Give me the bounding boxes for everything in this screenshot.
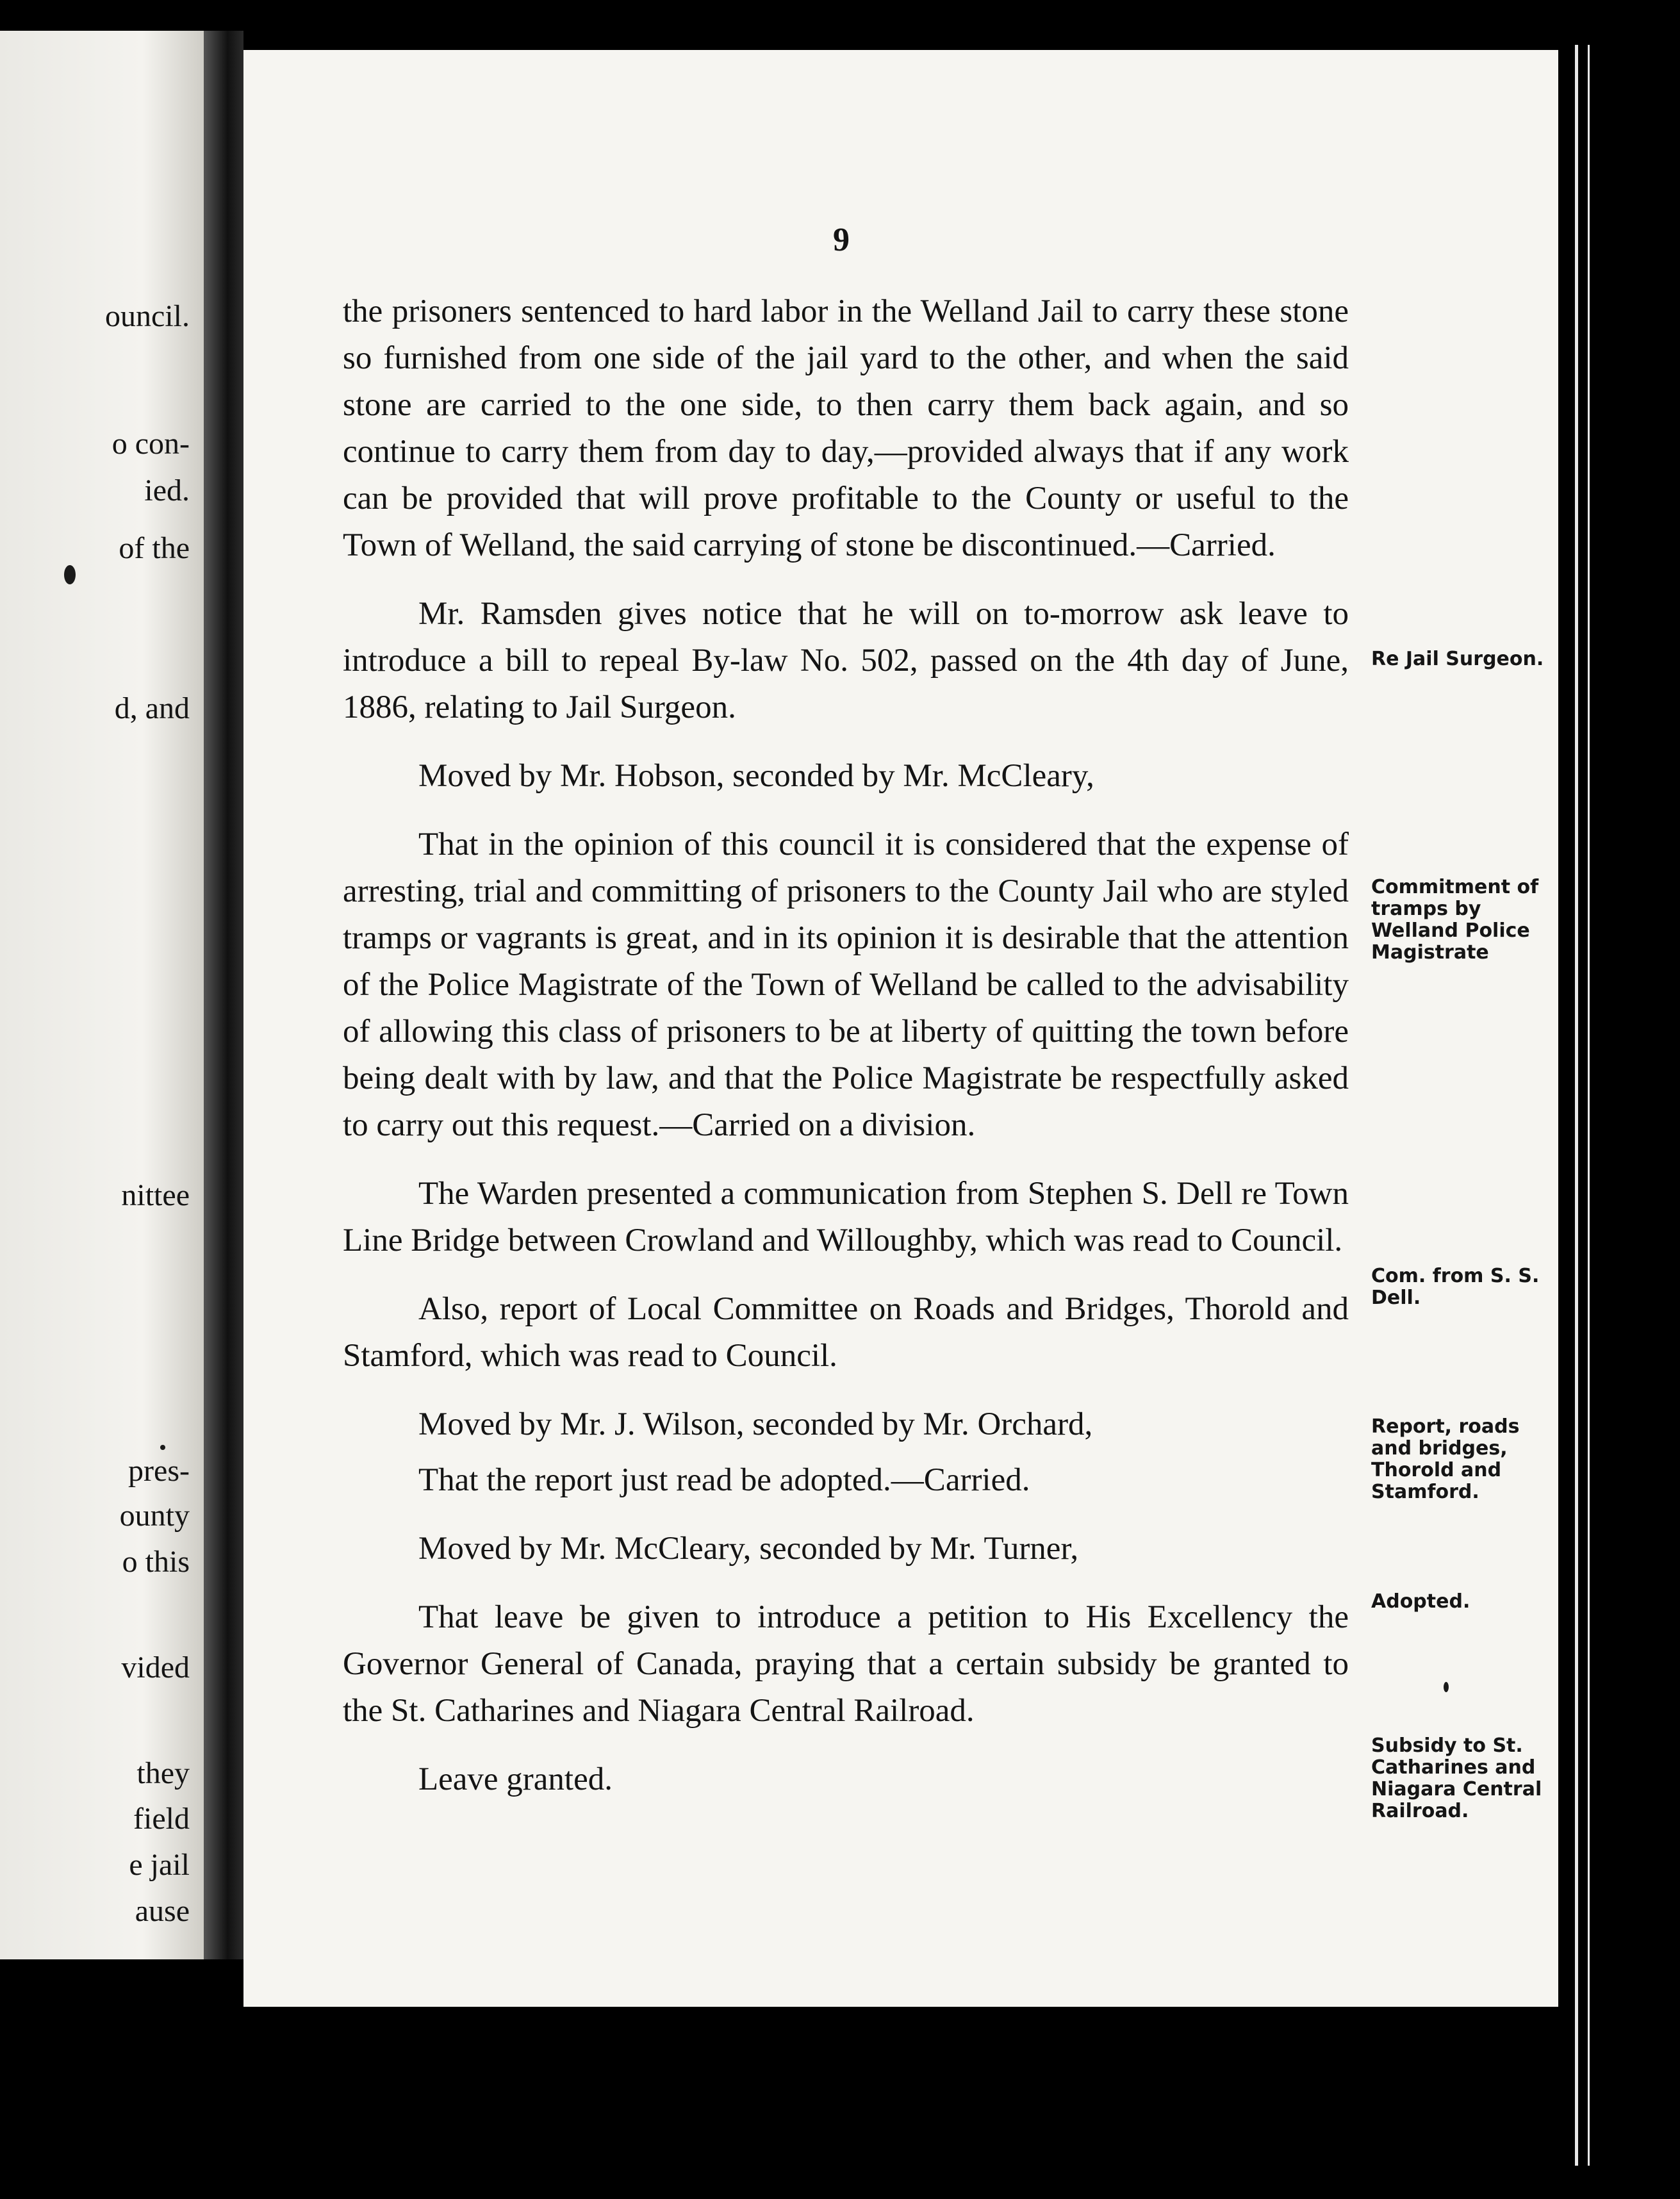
ink-speck xyxy=(160,1445,165,1450)
facing-page-fragment: d, and xyxy=(114,691,190,725)
paragraph: Mr. Ramsden gives notice that he will on to-morrow ask leave to introduce a bill to repeal By-law No. 502, passed on the 4th day of June, 1886, relating to Jail Surgeon. xyxy=(343,596,1349,725)
paragraph: That in the opinion of this council it is considered that the expense of arresting, trial and committing of prisoners to the County Jail who are styled tramps or vagrants is great, and in its opinion it is desirable that the attention of the Police Magistrate of the Town of Welland be called to the advisability of allowing this class of prisoners to be at liberty of quitting the town before being dealt with by law, and that the Police Magistrate be respectfully asked to carry out this request.—Carried on a division. xyxy=(343,827,1349,1143)
margin-note-adopted: Adopted. xyxy=(1371,1590,1470,1613)
paragraph: Moved by Mr. McCleary, seconded by Mr. Turner, xyxy=(418,1531,1079,1567)
paragraph: That leave be given to introduce a petition to His Excellency the Governor General of Canada, praying that a certain subsidy be granted to the St. Catharines and Niagara Central Railroad. xyxy=(343,1599,1349,1729)
book-gutter xyxy=(204,31,243,1959)
facing-page-fragment: of the xyxy=(119,531,190,565)
main-text xyxy=(343,288,1349,1825)
facing-page-fragment: ause xyxy=(135,1894,190,1928)
paragraph: Leave granted. xyxy=(418,1761,613,1797)
paragraph: the prisoners sentenced to hard labor in the Welland Jail to carry these stone so furnished from one side of the jail yard to the other, and when the said stone are carried to the one side, to then carry them back again, and so continue to carry them from day to day,—provided always that if any work can be provided that will prove profitable to the County or useful to the Town of Welland, the said carrying of stone be discontinued.—Carried. xyxy=(343,293,1349,563)
facing-page-fragment: pres- xyxy=(128,1454,190,1488)
facing-page-fragment: nittee xyxy=(121,1178,190,1212)
facing-page-fragment: field xyxy=(133,1802,190,1836)
paragraph: Moved by Mr. Hobson, seconded by Mr. McCleary, xyxy=(418,758,1094,794)
margin-note-subsidy-railroad: Subsidy to St. Catharines and Niagara Central Railroad. xyxy=(1371,1734,1542,1822)
margin-note-report-roads-bridges: Report, roads and bridges, Thorold and Stamford. xyxy=(1371,1415,1520,1503)
facing-page-fragment: ounty xyxy=(119,1499,190,1533)
margin-note-commitment-of-tramps: Commitment of tramps by Welland Police Magistrate xyxy=(1371,876,1539,964)
facing-page-fragment: o con- xyxy=(111,427,190,461)
ink-speck xyxy=(64,565,76,584)
facing-page-fragment: ied. xyxy=(144,474,190,507)
facing-page xyxy=(0,31,204,1959)
facing-page-fragment: vided xyxy=(121,1651,190,1684)
facing-page-fragment: o this xyxy=(122,1545,190,1579)
margin-note-communication-dell: Com. from S. S. Dell. xyxy=(1371,1265,1540,1309)
margin-note-jail-surgeon: Re Jail Surgeon. xyxy=(1371,648,1544,670)
right-edge-rule xyxy=(1575,45,1578,2166)
facing-page-fragment: e jail xyxy=(129,1848,190,1882)
paragraph: Also, report of Local Committee on Roads and Bridges, Thorold and Stamford, which was read to Council. xyxy=(343,1291,1349,1374)
page-number: 9 xyxy=(833,222,850,258)
ink-speck xyxy=(1444,1682,1449,1692)
paragraph: That the report just read be adopted.—Carried. xyxy=(418,1462,1030,1498)
paragraph: The Warden presented a communication from Stephen S. Dell re Town Line Bridge between Crowland and Willoughby, which was read to Council. xyxy=(343,1176,1349,1258)
right-edge-rule xyxy=(1588,45,1590,2166)
facing-page-fragment: ouncil. xyxy=(105,299,190,333)
facing-page-fragment: they xyxy=(136,1756,190,1790)
paragraph: Moved by Mr. J. Wilson, seconded by Mr. Orchard, xyxy=(418,1406,1093,1442)
